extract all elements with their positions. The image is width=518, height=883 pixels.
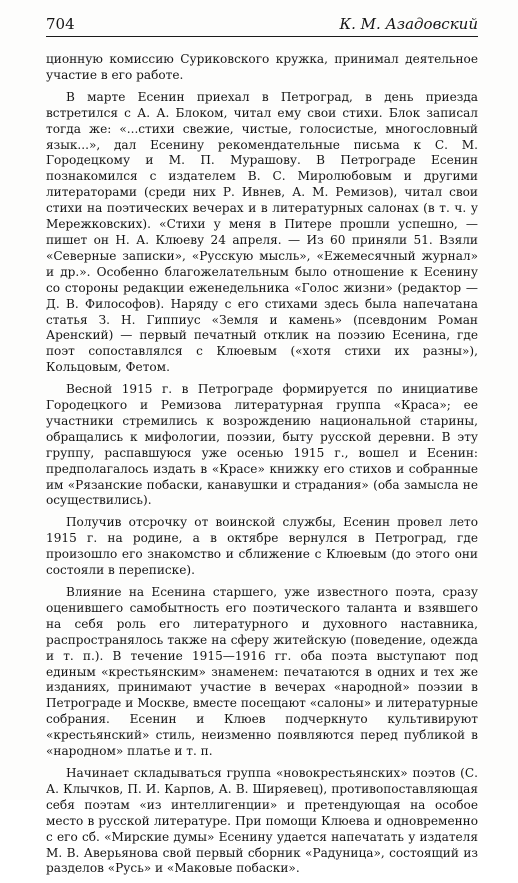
paragraph-klyuev-influence: Влияние на Есенина старшего, уже известного поэта, сразу оценившего самобытность его поэтического таланта и взявшего на себя роль его литературного и духовного наставника, распространялось также на сферу житейскую (поведение, одежда и т. п.). В течение 1915—1916 гг. оба поэта выступают под единым «крестьянским» знаменем: печатаются в одних и тех же изданиях, принимают участие в вечерах «народной» поэзии в Петрограде и Москве, вместе посещают «салоны» и литературные собрания. Есенин и Клюев подчеркнуто культивируют «крестьянский» стиль, неизменно появляются перед публикой в «народном» платье и т. п.: [46, 585, 478, 759]
paragraph-krasa-group: Весной 1915 г. в Петрограде формируется по инициативе Городецкого и Ремизова литературная группа «Краса»; ее участники стремились к возрождению национальной старины, обращались к мифологии, поэзии, быту русской деревни. В эту группу, распавшуюся уже осенью 1915 г., вошел и Есенин: предполагалось издать в «Красе» книжку его стихов и собранные им «Рязанские побаски, канавушки и страдания» (оба замысла не осуществились).: [46, 382, 478, 508]
paragraph-new-peasant-poets: Начинает складываться группа «новокрестьянских» поэтов (С. А. Клычков, П. И. Карпов, А. В. Ширяевец), противопоставляющая себя поэтам «из интеллигенции» и претендующая на особое место в русской литературе. При помощи Клюева и одновременно с его сб. «Мирские думы» Есенину удается напечатать у издателя М. В. Аверьянова свой первый сборник «Радуница», состоящий из разделов «Русь» и «Маковые побаски».: [46, 765, 478, 876]
paragraph-military-deferment: Получив отсрочку от воинской службы, Есенин провел лето 1915 г. на родине, а в октябре вернулся в Петроград, где произошло его знакомство и сближение с Клюевым (до этого они состояли в переписке).: [46, 515, 478, 578]
page-number: 704: [46, 15, 75, 33]
page-header: [46, 14, 478, 37]
paragraph-continuation: ционную комиссию Суриковского кружка, принимал деятельное участие в его работе.: [46, 52, 478, 82]
body-text: [46, 52, 478, 883]
paragraph-march-petrograd: В марте Есенин приехал в Петроград, в день приезда встретился с А. А. Блоком, читал ему свои стихи. Блок записал тогда же: «...стихи свежие, чистые, голосистые, многословный язык...», дал Есенину рекомендательные письма к С. М. Городецкому и М. П. Мурашову. В Петрограде Есенин познакомился с издателем В. С. Миролюбовым и другими литераторами (среди них Р. Ивнев, А. М. Ремизов), читал свои стихи на поэтических вечерах и в литературных салонах (в т. ч. у Мережковских). «Стихи у меня в Питере прошли успешно, — пишет он Н. А. Клюеву 24 апреля. — Из 60 приняли 51. Взяли «Северные записки», «Русскую мысль», «Ежемесячный журнал» и др.». Особенно благожелательным было отношение к Есенину со стороны редакции еженедельника «Голос жизни» (редактор — Д. В. Философов). Наряду с его стихами здесь была напечатана статья З. Н. Гиппиус «Земля и камень» (псевдоним Роман Аренский) — первый печатный отклик на поэзию Есенина, где поэт сопоставлялся с Клюевым («хотя стихи их разны»), Кольцовым, Фетом.: [46, 89, 478, 375]
running-head-author: К. М. Азадовский: [339, 15, 478, 33]
